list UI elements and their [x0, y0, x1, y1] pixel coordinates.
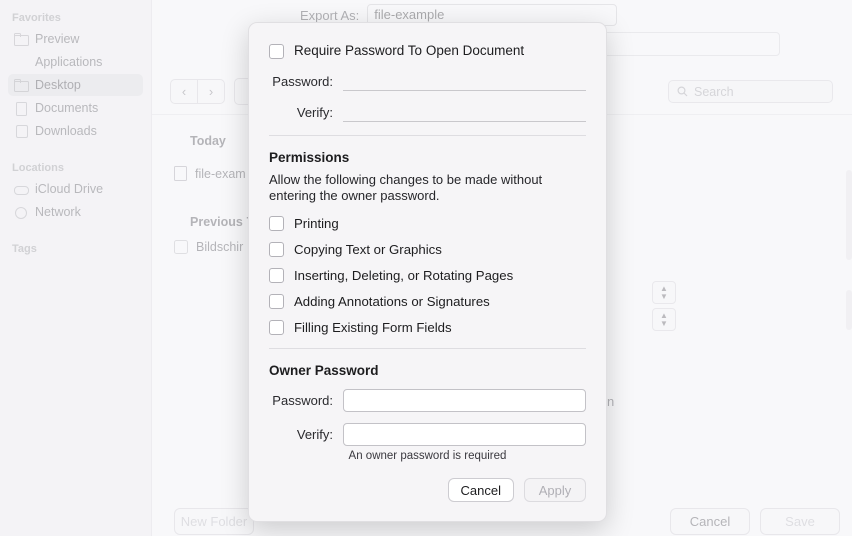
owner-password-title: Owner Password [269, 363, 379, 378]
form-fields-checkbox[interactable] [269, 320, 284, 335]
open-verify-row [269, 102, 586, 122]
require-password-row[interactable] [269, 43, 586, 59]
divider-permissions [269, 135, 586, 136]
open-password-label: Password: [272, 73, 333, 89]
permissions-description: Allow the following changes to be made without entering the owner password. [269, 172, 543, 203]
permissions-title: Permissions [269, 150, 350, 165]
permission-label: Adding Annotations or Signatures [294, 293, 490, 309]
owner-password-row [269, 389, 586, 412]
require-password-checkbox[interactable] [269, 44, 284, 59]
owner-password-note: An owner password is required [348, 450, 507, 462]
permission-row-annotations[interactable] [269, 293, 586, 309]
owner-password-input[interactable] [343, 389, 586, 412]
apply-button[interactable]: Apply [524, 478, 586, 502]
cancel-button[interactable]: Cancel [448, 478, 514, 502]
permission-label: Printing [294, 215, 339, 231]
printing-checkbox[interactable] [269, 216, 284, 231]
open-verify-label: Verify: [296, 104, 333, 120]
copying-checkbox[interactable] [269, 242, 284, 257]
permission-label: Filling Existing Form Fields [294, 319, 452, 335]
permission-row-form-fields[interactable] [269, 319, 586, 335]
annotations-checkbox[interactable] [269, 294, 284, 309]
divider-owner-password [269, 348, 586, 349]
inserting-checkbox[interactable] [269, 268, 284, 283]
permission-label: Inserting, Deleting, or Rotating Pages [294, 267, 514, 283]
require-password-label: Require Password To Open Document [294, 43, 525, 58]
permission-label: Copying Text or Graphics [294, 241, 442, 257]
owner-verify-input[interactable] [343, 423, 586, 446]
permission-row-printing[interactable] [269, 215, 586, 231]
owner-verify-row [269, 423, 586, 446]
open-verify-input[interactable] [343, 102, 586, 122]
pdf-security-options-dialog [248, 22, 607, 522]
permission-row-inserting[interactable] [269, 267, 586, 283]
owner-password-label: Password: [272, 393, 333, 408]
open-password-input[interactable] [343, 71, 586, 91]
owner-verify-label: Verify: [296, 427, 333, 442]
dialog-button-row [269, 478, 586, 502]
permission-row-copying[interactable] [269, 241, 586, 257]
open-password-row [269, 71, 586, 91]
